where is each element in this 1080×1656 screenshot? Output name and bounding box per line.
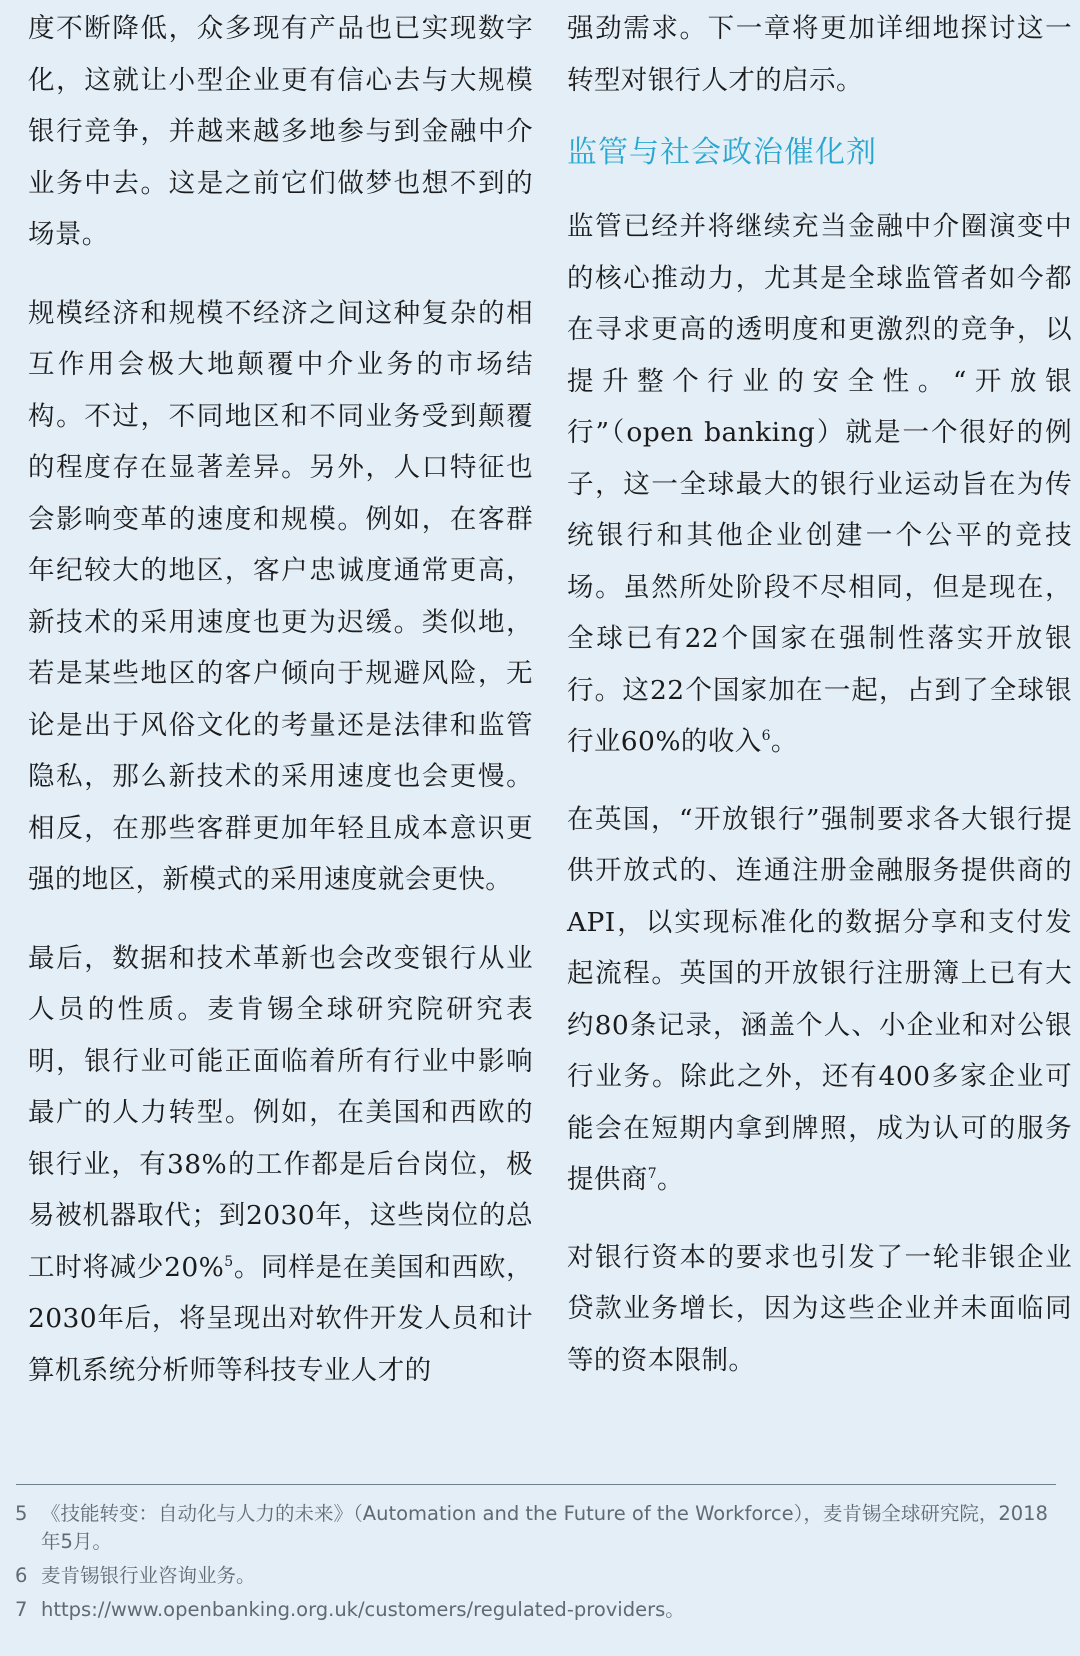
footnote-text: 麦肯锡银行业咨询业务。	[41, 1564, 256, 1587]
footnote-ref-7: 7	[647, 1166, 658, 1183]
paragraph-workforce	[28, 933, 533, 1397]
paragraph-continuation: 强劲需求。下一章将更加详细地探讨这一转型对银行人才的启示。	[567, 13, 1072, 96]
paragraph-capital-requirements: 对银行资本的要求也引发了一轮非银企业贷款业务增长，因为这些企业并未面临同等的资本限制。	[567, 1241, 1072, 1376]
paragraph-regulation	[567, 201, 1072, 768]
footnote-text: 《技能转变：自动化与人力的未来》（Automation and the Future of the Workforce），麦肯锡全球研究院，2018年5月。	[41, 1502, 1048, 1553]
section-heading: 监管与社会政治催化剂	[567, 135, 877, 170]
footnote-divider	[16, 1484, 1056, 1485]
footnote-link-text[interactable]: https://www.openbanking.org.uk/customers/regulated-providers。	[41, 1598, 685, 1621]
paragraph-digitization: 度不断降低，众多现有产品也已实现数字化，这就让小型企业更有信心去与大规模银行竞争，并越来越多地参与到金融中介业务中去。这是之前它们做梦也想不到的场景。	[28, 13, 533, 250]
left-column	[28, 0, 533, 1396]
footnote-6	[15, 1562, 1060, 1590]
footnote-number: 6	[15, 1564, 28, 1587]
regulation-text-end: 。	[770, 726, 798, 757]
footnote-5	[15, 1500, 1060, 1556]
paragraph-economies-of-scale: 规模经济和规模不经济之间这种复杂的相互作用会极大地颠覆中介业务的市场结构。不过，不同地区和不同业务受到颠覆的程度存在显著差异。另外，人口特征也会影响变革的速度和规模。例如，在客群年纪较大的地区，客户忠诚度通常更高，新技术的采用速度也更为迟缓。类似地，若是某些地区的客户倾向于规避风险，无论是出于风俗文化的考量还是法律和监管隐私，那么新技术的采用速度也会更慢。相反，在那些客群更加年轻且成本意识更强的地区，新模式的采用速度就会更快。	[28, 297, 533, 895]
footnotes	[15, 1500, 1060, 1630]
workforce-text-part-2: 。同样是在美国和西欧，2030年后，将呈现出对软件开发人员和计算机系统分析师等科技专业人才的	[28, 1251, 533, 1386]
footnote-ref-5: 5	[224, 1253, 234, 1270]
uk-text: 在英国，“开放银行”强制要求各大银行提供开放式的、连通注册金融服务提供商的API，以实现标准化的数据分享和支付发起流程。英国的开放银行注册簿上已有大约80条记录，涵盖个人、小企业和对公银行业务。除此之外，还有400多家企业可能会在短期内拿到牌照，成为认可的服务提供商	[567, 803, 1072, 1195]
footnote-number: 7	[15, 1598, 28, 1621]
footnote-7	[15, 1596, 1060, 1624]
footnote-ref-6: 6	[761, 728, 771, 745]
workforce-text-part-1: 最后，数据和技术革新也会改变银行从业人员的性质。麦肯锡全球研究院研究表明，银行业可能正面临着所有行业中影响最广的人力转型。例如，在美国和西欧的银行业，有38%的工作都是后台岗位，极易被机器取代；到2030年，这些岗位的总工时将减少20%	[28, 942, 533, 1283]
regulation-text: 监管已经并将继续充当金融中介圈演变中的核心推动力，尤其是全球监管者如今都在寻求更高的透明度和更激烈的竞争，以提升整个行业的安全性。“开放银行”（open banking）就是一个很好的例子，这一全球最大的银行业运动旨在为传统银行和其他企业创建一个公平的竞技场。虽然所处阶段不尽相同，但是现在，全球已有22个国家在强制性落实开放银行。这22个国家加在一起，占到了全球银行业60%的收入	[567, 211, 1072, 757]
footnote-number: 5	[15, 1502, 28, 1525]
right-column	[567, 0, 1072, 1386]
paragraph-uk-open-banking	[567, 794, 1072, 1206]
uk-text-end: 。	[657, 1164, 684, 1195]
